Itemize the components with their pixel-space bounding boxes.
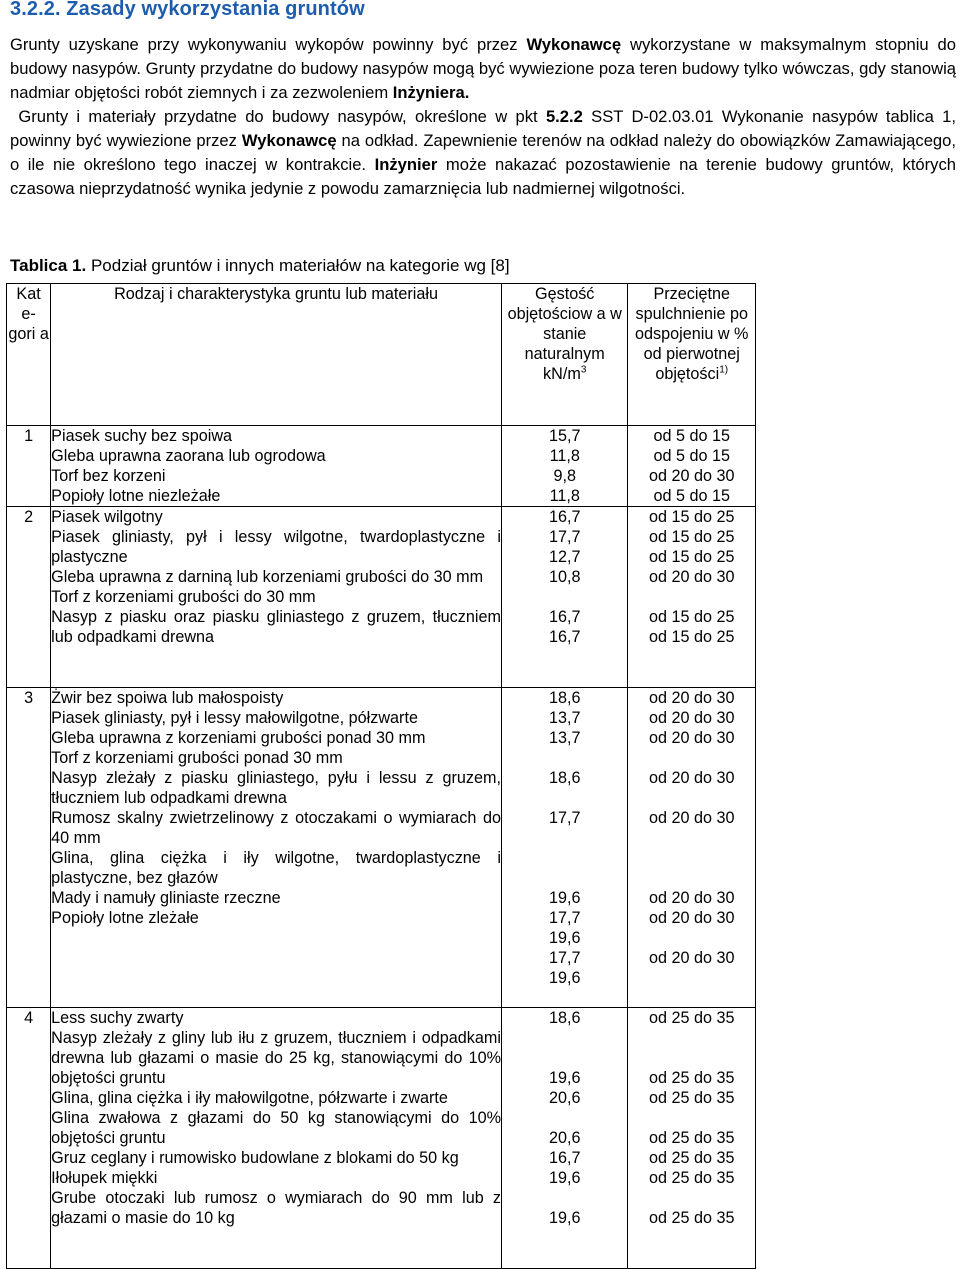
loosening-value xyxy=(628,828,755,848)
intro-paragraph xyxy=(10,33,956,201)
density-value xyxy=(502,1108,628,1128)
density-value: 20,6 xyxy=(548,1089,581,1107)
density-value xyxy=(502,647,628,667)
loosening-value: od 15 do 25 xyxy=(648,528,735,546)
density-value: 19,6 xyxy=(548,1169,581,1187)
loosening-value xyxy=(628,848,755,868)
material-item: Nasyp zleżały z piasku gliniastego, pyłu i lessu z gruzem, tłuczniem lub odpadkami drewna xyxy=(51,769,501,807)
table-row xyxy=(7,507,756,688)
header-density xyxy=(501,284,628,426)
density-value xyxy=(502,667,628,687)
section-heading: 3.2.2. Zasady wykorzystania gruntów xyxy=(10,0,365,20)
density-value: 9,8 xyxy=(553,467,576,485)
material-item: Piasek suchy bez spoiwa xyxy=(51,427,233,445)
loosening-value: od 20 do 30 xyxy=(648,889,735,907)
intro-engineer-1: Inżyniera. xyxy=(392,83,470,102)
table-row xyxy=(7,688,756,1008)
intro-engineer-2: Inżynier xyxy=(374,155,438,174)
loosening-value: od 20 do 30 xyxy=(648,809,735,827)
intro-text-1a: Grunty uzyskane przy wykonywaniu wykopów powinny być przez xyxy=(10,35,527,54)
density-value: 10,8 xyxy=(548,568,581,586)
density-value xyxy=(502,748,628,768)
material-list xyxy=(51,1008,502,1269)
density-value xyxy=(502,1188,628,1208)
loosening-value: od 20 do 30 xyxy=(648,769,735,787)
loosening-values xyxy=(628,1008,756,1269)
material-item: Gleba uprawna z korzeniami grubości ponad 30 mm xyxy=(51,729,426,747)
header-category: Kat e- gori a xyxy=(7,284,51,426)
material-list xyxy=(51,507,502,688)
material-item: Torf bez korzeni xyxy=(51,467,166,485)
loosening-value: od 20 do 30 xyxy=(648,949,735,967)
loosening-value: od 20 do 30 xyxy=(648,467,735,485)
intro-text-2e: na odkład. Zapewnienie terenów na odkład należy do obowiązków Zamawiającego, o ile nie określono tego inaczej w kontrakcie. xyxy=(10,131,956,174)
intro-text-2a: Grunty i materiały przydatne do budowy nasypów, określone w pkt xyxy=(18,107,546,126)
loosening-value: od 5 do 15 xyxy=(653,487,730,505)
material-item: Nasyp zleżały z gliny lub iłu z gruzem, tłuczniem i odpadkami drewna lub głazami o masie do 25 kg, stanowiącymi do 10% objętości gruntu xyxy=(51,1029,501,1087)
density-value: 13,7 xyxy=(548,729,581,747)
material-item: Glina zwałowa z głazami do 50 kg stanowiącymi do 10% objętości gruntu xyxy=(51,1109,501,1147)
table-header-row xyxy=(7,284,756,426)
density-value xyxy=(502,1048,628,1068)
table-caption xyxy=(10,256,510,276)
header-description: Rodzaj i charakterystyka gruntu lub materiału xyxy=(51,284,502,426)
category-number: 1 xyxy=(7,426,51,507)
density-value xyxy=(502,587,628,607)
material-item: Gruz ceglany i rumowisko budowlane z blokami do 50 kg xyxy=(51,1149,459,1167)
category-number: 4 xyxy=(7,1008,51,1269)
density-value: 20,6 xyxy=(548,1129,581,1147)
loosening-value: od 5 do 15 xyxy=(653,447,730,465)
density-value: 18,6 xyxy=(548,769,581,787)
loosening-value: od 15 do 25 xyxy=(648,508,735,526)
density-values xyxy=(501,1008,628,1269)
density-value: 16,7 xyxy=(548,628,581,646)
density-value: 15,7 xyxy=(548,427,581,445)
density-value xyxy=(502,788,628,808)
density-value: 19,6 xyxy=(548,889,581,907)
loosening-value xyxy=(628,1028,755,1048)
material-item: Piasek wilgotny xyxy=(51,508,163,526)
category-number: 2 xyxy=(7,507,51,688)
table-row xyxy=(7,1008,756,1269)
intro-contractor-2: Wykonawcę xyxy=(241,131,337,150)
material-item: Grube otoczaki lub rumosz o wymiarach do 90 mm lub z głazami o masie do 10 kg xyxy=(51,1189,501,1227)
density-value: 19,6 xyxy=(548,929,581,947)
density-value xyxy=(502,868,628,888)
loosening-value: od 15 do 25 xyxy=(648,548,735,566)
material-item: Torf z korzeniami grubości ponad 30 mm xyxy=(51,749,343,767)
density-value: 17,7 xyxy=(548,909,581,927)
density-values xyxy=(501,426,628,507)
loosening-value xyxy=(628,1228,755,1248)
density-value: 17,7 xyxy=(548,528,581,546)
density-value: 16,7 xyxy=(548,1149,581,1167)
loosening-values xyxy=(628,688,756,1008)
material-item: Iłołupek miękki xyxy=(51,1169,158,1187)
material-item: Glina, glina ciężka i iły małowilgotne, półzwarte i zwarte xyxy=(51,1089,448,1107)
header-loosening-label: Przeciętne spulchnienie po odspojeniu w % od pierwotnej objętości xyxy=(635,285,749,383)
density-value: 18,6 xyxy=(548,1009,581,1027)
density-value: 11,8 xyxy=(549,447,580,465)
material-item: Gleba uprawna zaorana lub ogrodowa xyxy=(51,447,326,465)
density-value xyxy=(502,1248,628,1268)
material-item: Żwir bez spoiwa lub małospoisty xyxy=(51,689,284,707)
material-item: Rumosz skalny zwietrzelinowy z otoczakami o wymiarach do 40 mm xyxy=(51,809,501,847)
header-loosening-sup: 1) xyxy=(719,364,729,376)
table-row xyxy=(7,426,756,507)
density-value: 19,6 xyxy=(548,969,581,987)
material-item: Less suchy zwarty xyxy=(51,1009,184,1027)
loosening-value: od 20 do 30 xyxy=(648,568,735,586)
density-value xyxy=(502,1028,628,1048)
loosening-value xyxy=(628,868,755,888)
loosening-value xyxy=(628,1048,755,1068)
loosening-value: od 15 do 25 xyxy=(648,628,735,646)
density-value: 19,6 xyxy=(548,1209,581,1227)
loosening-value: od 20 do 30 xyxy=(648,709,735,727)
loosening-value xyxy=(628,1248,755,1268)
table-caption-label: Tablica 1. xyxy=(10,256,87,275)
material-list xyxy=(51,426,502,507)
loosening-values xyxy=(628,507,756,688)
material-item: Mady i namuły gliniaste rzeczne xyxy=(51,889,281,907)
loosening-value: od 15 do 25 xyxy=(648,608,735,626)
intro-text-2c: SST D-02.03.01 Wykonanie nasypów tablica 1, powinny być wywiezione przez xyxy=(10,107,956,150)
intro-text-1c: wykorzystane w maksymalnym stopniu do budowy nasypów. Grunty przydatne do budowy nasypów mogą być wywiezione poza teren budowy tylko wówczas, gdy stanowią nadmiar objętości robót ziemnych i za zezwoleniem xyxy=(10,35,956,102)
loosening-value: od 20 do 30 xyxy=(648,909,735,927)
density-value: 19,6 xyxy=(548,1069,581,1087)
material-item: Piasek gliniasty, pył i lessy wilgotne, twardoplastyczne i plastyczne xyxy=(51,528,501,566)
density-value: 17,7 xyxy=(548,949,581,967)
loosening-value xyxy=(628,748,755,768)
loosening-value: od 25 do 35 xyxy=(648,1169,735,1187)
table-caption-text: Podział gruntów i innych materiałów na kategorie wg [8] xyxy=(86,256,510,275)
material-item: Torf z korzeniami grubości do 30 mm xyxy=(51,588,316,606)
loosening-value: od 25 do 35 xyxy=(648,1209,735,1227)
intro-text-2g: może nakazać pozostawienie na terenie budowy gruntów, których czasowa nieprzydatność wynika jedynie z powodu zamarznięcia lub nadmiernej wilgotności. xyxy=(10,155,957,198)
loosening-value xyxy=(628,968,755,988)
loosening-value: od 25 do 35 xyxy=(648,1149,735,1167)
loosening-value xyxy=(628,587,755,607)
density-value: 17,7 xyxy=(548,809,581,827)
loosening-value: od 25 do 35 xyxy=(648,1129,735,1147)
loosening-value: od 25 do 35 xyxy=(648,1009,735,1027)
header-density-label: Gęstość objętościow a w stanie naturalnym kN/m xyxy=(507,285,622,383)
loosening-value xyxy=(628,788,755,808)
loosening-value: od 5 do 15 xyxy=(653,427,730,445)
density-value: 16,7 xyxy=(548,608,581,626)
loosening-value xyxy=(628,1188,755,1208)
density-values xyxy=(501,688,628,1008)
material-item: Popioły lotne zleżałe xyxy=(51,909,199,927)
header-loosening xyxy=(628,284,756,426)
category-number: 3 xyxy=(7,688,51,1008)
loosening-value: od 20 do 30 xyxy=(648,689,735,707)
density-value: 16,7 xyxy=(548,508,581,526)
material-item: Glina, glina ciężka i iły wilgotne, twardoplastyczne i plastyczne, bez głazów xyxy=(51,849,501,887)
loosening-value xyxy=(628,1108,755,1128)
density-value xyxy=(502,848,628,868)
header-density-sup: 3 xyxy=(580,364,587,376)
loosening-value: od 25 do 35 xyxy=(648,1069,735,1087)
density-value: 18,6 xyxy=(548,689,581,707)
density-value xyxy=(502,1228,628,1248)
material-item: Popioły lotne niezleżałe xyxy=(51,487,221,505)
loosening-value xyxy=(628,667,755,687)
material-item: Piasek gliniasty, pył i lessy małowilgotne, półzwarte xyxy=(51,709,418,727)
intro-spec-ref: 5.2.2 xyxy=(545,107,583,126)
soil-category-table xyxy=(6,283,756,1269)
loosening-values xyxy=(628,426,756,507)
material-list xyxy=(51,688,502,1008)
loosening-value: od 25 do 35 xyxy=(648,1089,735,1107)
intro-contractor-1: Wykonawcę xyxy=(526,35,622,54)
material-item: Nasyp z piasku oraz piasku gliniastego z gruzem, tłuczniem lub odpadkami drewna xyxy=(51,608,501,646)
density-value xyxy=(502,828,628,848)
density-value: 13,7 xyxy=(548,709,581,727)
density-value: 11,8 xyxy=(549,487,580,505)
density-values xyxy=(501,507,628,688)
material-item: Gleba uprawna z darniną lub korzeniami grubości do 30 mm xyxy=(51,568,484,586)
loosening-value xyxy=(628,928,755,948)
loosening-value: od 20 do 30 xyxy=(648,729,735,747)
loosening-value xyxy=(628,647,755,667)
density-value: 12,7 xyxy=(548,548,581,566)
